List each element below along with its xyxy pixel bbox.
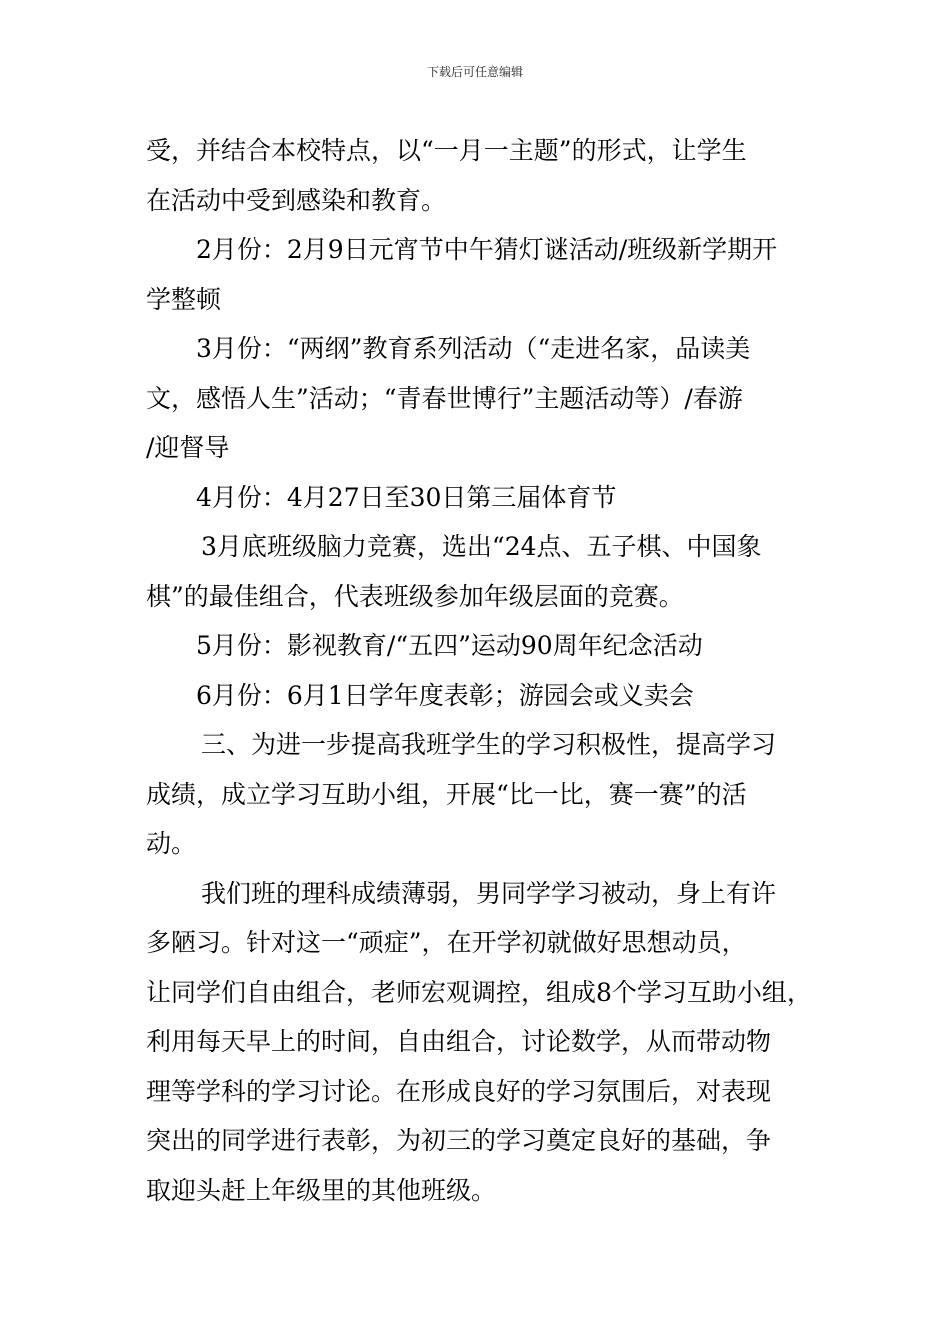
page-header: 下载后可任意编辑 bbox=[426, 65, 523, 79]
paragraph-study-groups bbox=[146, 869, 826, 1216]
text-line: 我们班的理科成绩薄弱，男同学学习被动，身上有许 bbox=[201, 878, 777, 908]
paragraph-june bbox=[146, 671, 826, 721]
text-line: 让同学们自由组合，老师宏观调控，组成8个学习互助小组， bbox=[146, 977, 812, 1007]
paragraph-section-three bbox=[146, 720, 826, 869]
text-line: 2月份：2月9日元宵节中午猜灯谜活动/班级新学期开 bbox=[196, 235, 778, 264]
paragraph-april bbox=[146, 473, 826, 523]
text-line: 理等学科的学习讨论。在形成良好的学习氛围后，对表现 bbox=[146, 1076, 772, 1106]
text-line: 突出的同学进行表彰，为初三的学习奠定良好的基础，争 bbox=[146, 1126, 772, 1155]
text-line: 三、为进一步提高我班学生的学习积极性，提高学习 bbox=[201, 730, 777, 759]
paragraph-march bbox=[146, 324, 826, 473]
text-line: 学整顿 bbox=[146, 284, 222, 314]
document-body bbox=[146, 126, 826, 1215]
text-line: 多陋习。针对这一“顽症”，在开学初就做好思想动员， bbox=[146, 928, 747, 957]
paragraph-theme-intro bbox=[146, 126, 826, 225]
text-line: 成绩，成立学习互助小组，开展“比一比，赛一赛”的活 bbox=[146, 779, 747, 809]
text-line: 文，感悟人生”活动；“青春世博行”主题活动等）/春游 bbox=[146, 383, 743, 413]
text-line: 3月底班级脑力竞赛，选出“24点、五子棋、中国象 bbox=[201, 532, 762, 561]
text-line: 棋”的最佳组合，代表班级参加年级层面的竞赛。 bbox=[146, 581, 684, 611]
text-line: 利用每天早上的时间，自由组合，讨论数学，从而带动物 bbox=[146, 1027, 772, 1056]
text-line: 6月份：6月1日学年度表彰；游园会或义卖会 bbox=[196, 680, 694, 710]
text-line: 动。 bbox=[146, 829, 197, 858]
paragraph-may bbox=[146, 621, 826, 671]
paragraph-brain-contest bbox=[146, 522, 826, 621]
text-line: 取迎头赶上年级里的其他班级。 bbox=[146, 1175, 497, 1205]
paragraph-february bbox=[146, 225, 826, 324]
text-line: 4月份：4月27日至30日第三届体育节 bbox=[196, 482, 617, 512]
text-line: /迎督导 bbox=[146, 433, 230, 462]
text-line: 在活动中受到感染和教育。 bbox=[146, 185, 447, 215]
text-line: 受，并结合本校特点，以“一月一主题”的形式，让学生 bbox=[146, 136, 747, 165]
text-line: 5月份：影视教育/“五四”运动90周年纪念活动 bbox=[196, 631, 703, 660]
text-line: 3月份：“两纲”教育系列活动（“走进名家，品读美 bbox=[196, 334, 751, 363]
